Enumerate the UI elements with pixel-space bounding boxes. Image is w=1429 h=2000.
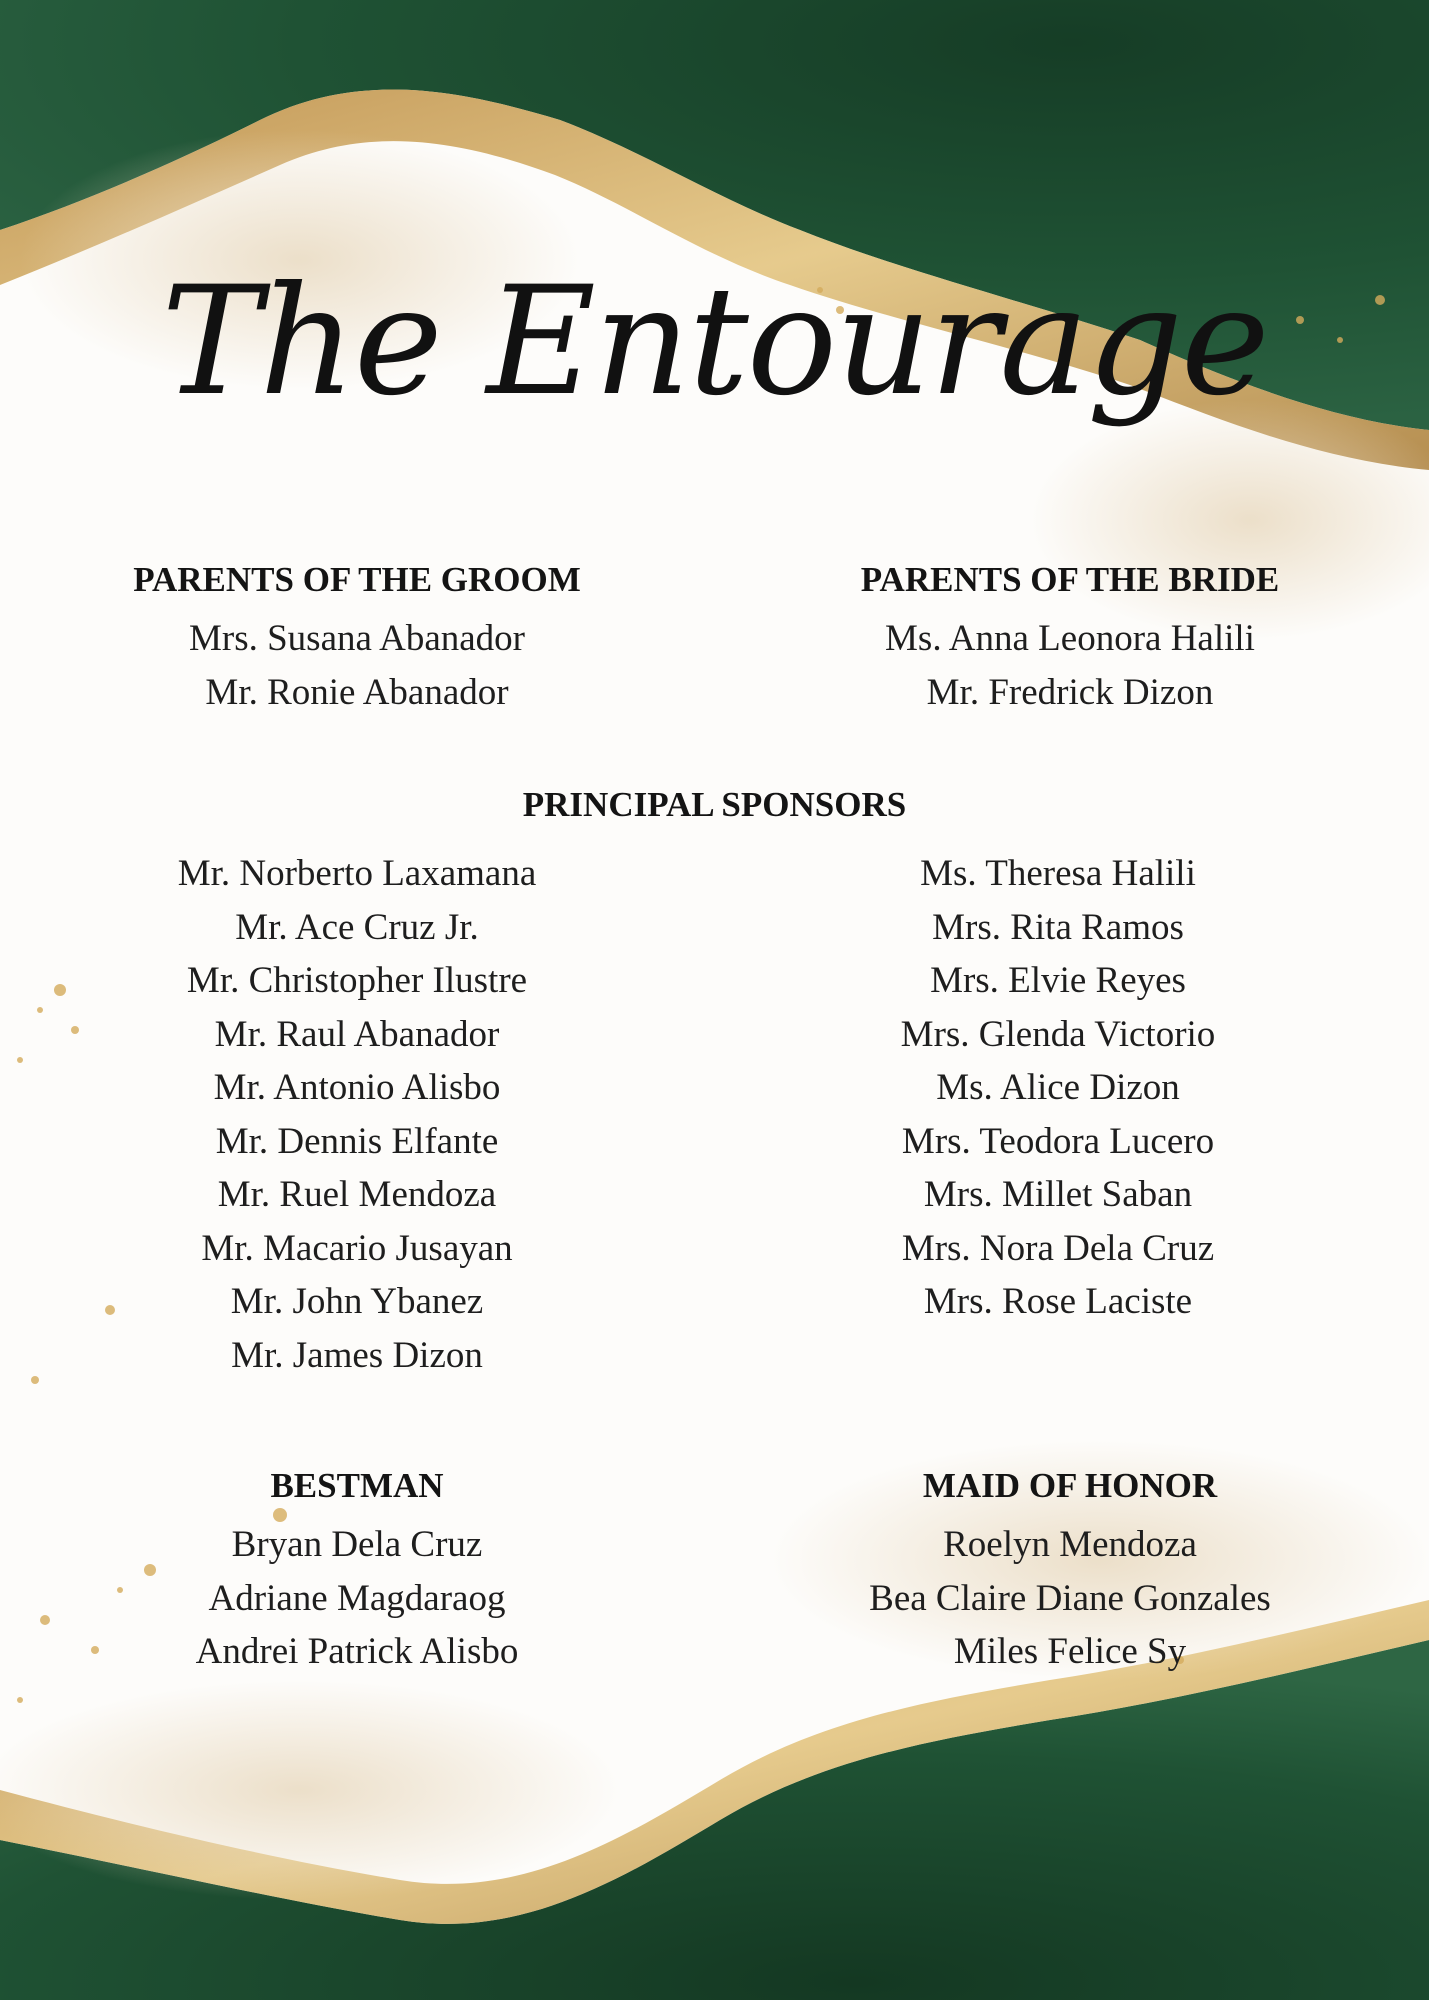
list-item: Mrs. Teodora Lucero — [901, 1120, 1215, 1162]
list-item: Mrs. Susana Abanador — [188, 618, 526, 659]
list-item: Andrei Patrick Alisbo — [195, 1631, 519, 1672]
list-item: Mr. John Ybanez — [230, 1281, 484, 1322]
page-title: The Entourage — [161, 255, 1268, 429]
list-item: Mrs. Elvie Reyes — [930, 960, 1186, 1001]
section-heading: PARENTS OF THE GROOM — [133, 560, 581, 599]
principal-sponsors-heading-wrap — [0, 785, 1429, 837]
principal-sponsors-left-list — [107, 847, 607, 1382]
list-item: Ms. Alice Dizon — [936, 1067, 1180, 1108]
list-item: Mr. Raul Abanador — [214, 1013, 500, 1055]
list-item: Mr. Norberto Laxamana — [177, 853, 537, 894]
parents-of-bride-section — [820, 560, 1320, 719]
list-item: Mr. Ruel Mendoza — [217, 1174, 497, 1215]
list-item: Mr. Ronie Abanador — [205, 671, 509, 713]
list-item: Ms. Anna Leonora Halili — [885, 618, 1255, 659]
list-item: Mr. Macario Jusayan — [201, 1227, 513, 1269]
list-item: Mrs. Glenda Victorio — [900, 1013, 1216, 1055]
section-heading: PRINCIPAL SPONSORS — [522, 785, 907, 824]
list-item: Miles Felice Sy — [953, 1631, 1187, 1672]
list-item: Mr. Dennis Elfante — [215, 1120, 499, 1162]
list-item: Mrs. Rose Laciste — [923, 1281, 1193, 1322]
section-heading: PARENTS OF THE BRIDE — [860, 560, 1280, 599]
list-item: Mrs. Nora Dela Cruz — [901, 1227, 1215, 1269]
list-item: Adriane Magdaraog — [208, 1577, 506, 1619]
list-item: Mrs. Rita Ramos — [932, 906, 1184, 948]
bestman-section — [107, 1466, 607, 1679]
list-item: Mr. Christopher Ilustre — [186, 960, 528, 1001]
section-heading: BESTMAN — [270, 1466, 444, 1505]
principal-sponsors-right-list — [808, 847, 1308, 1329]
list-item: Ms. Theresa Halili — [920, 853, 1196, 894]
list-item: Mr. Fredrick Dizon — [926, 671, 1214, 713]
list-item: Mrs. Millet Saban — [923, 1174, 1193, 1215]
list-item: Mr. James Dizon — [231, 1334, 483, 1376]
list-item: Bryan Dela Cruz — [231, 1524, 483, 1565]
parents-of-groom-section — [107, 560, 607, 719]
maid-of-honor-section — [820, 1466, 1320, 1679]
list-item: Roelyn Mendoza — [943, 1524, 1197, 1565]
list-item: Bea Claire Diane Gonzales — [869, 1577, 1271, 1619]
list-item: Mr. Ace Cruz Jr. — [235, 906, 479, 948]
section-heading: MAID OF HONOR — [922, 1466, 1218, 1505]
list-item: Mr. Antonio Alisbo — [213, 1067, 501, 1108]
